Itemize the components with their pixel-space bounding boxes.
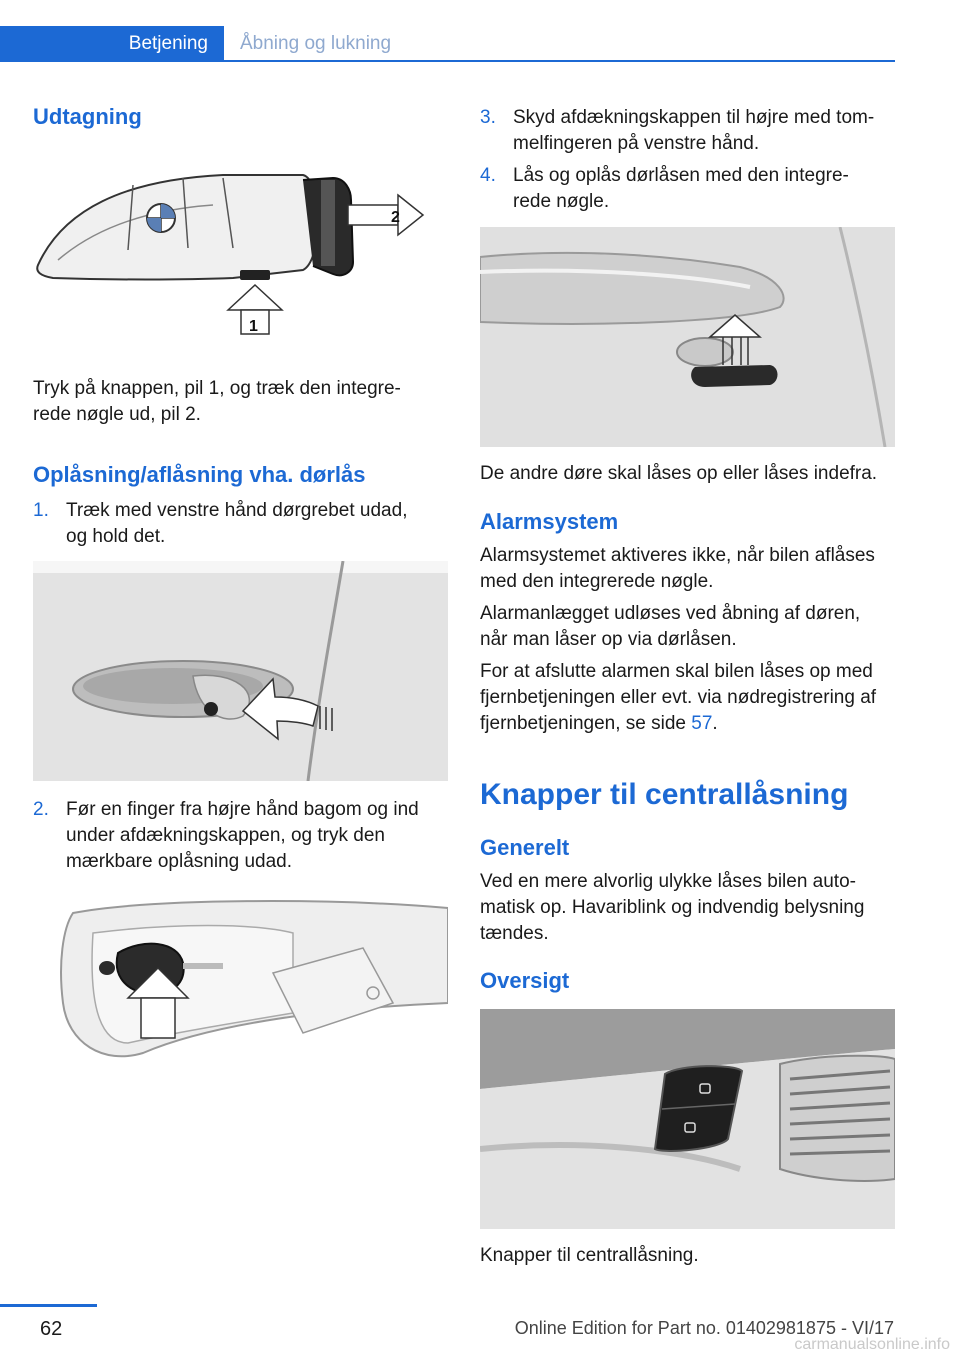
watermark: carmanualsonline.info [794,1336,950,1353]
header-subsection-tab: Åbning og lukning [240,33,392,54]
header-rule [224,60,895,62]
alarm-p1-line1: Alarmsystemet aktiveres ikke, når bilen aflåses [480,545,875,566]
step-3-number: 3. [480,107,496,128]
step-1-number: 1. [33,500,49,521]
figure-door-lock-key [480,227,895,447]
step-2-number: 2. [33,799,49,820]
generelt-line2: matisk op. Havariblink og indvendig belysning [480,897,865,918]
generelt-line3: tændes. [480,923,549,944]
alarm-p2-line2: når man låser op via dørlåsen. [480,629,737,650]
page-number: 62 [40,1318,63,1340]
figure-caption: Knapper til centrallåsning. [480,1245,699,1266]
figure-key-removal [33,150,448,350]
heading-udtagning: Udtagning [33,104,142,129]
step-2-line2: under afdækningskappen, og tryk den [66,825,385,846]
page-57-link[interactable]: 57 [691,713,713,734]
figure-cover-cap [33,893,448,1073]
heading-alarmsystem: Alarmsystem [480,509,619,534]
step-3-line2: melfingeren på venstre hånd. [513,133,760,154]
step-4-line1: Lås og oplås dørlåsen med den integre- [513,165,849,186]
central-locking-illustration [480,1009,895,1229]
generelt-line1: Ved en mere alvorlig ulykke låses bilen auto- [480,871,856,892]
header-section-tab: Betjening [0,26,224,62]
arrow-label-2: 2 [391,209,400,226]
figure-central-locking-buttons [480,1009,895,1229]
heading-oversigt: Oversigt [480,968,570,993]
key-fob-illustration [33,150,448,350]
step-1-line1: Træk med venstre hånd dørgrebet udad, [66,500,408,521]
alarm-p3-line3-text: fjernbetjeningen, se side [480,713,692,734]
step-2-line3: mærkbare oplåsning udad. [66,851,293,872]
arrow-label-1: 1 [249,318,258,335]
para-andre-doere: De andre døre skal låses op eller låses indefra. [480,463,878,484]
alarm-p2-line1: Alarmanlægget udløses ved åbning af døren, [480,603,861,624]
edition-text: Online Edition for Part no. 01402981875 - VI/17 [514,1318,894,1338]
heading-oplasning: Oplåsning/aflåsning vha. dørlås [33,462,366,487]
step-4-number: 4. [480,165,496,186]
alarm-p1-line2: med den integrerede nøgle. [480,571,714,592]
heading-knapper: Knapper til centrallåsning [480,778,849,811]
para-tryk-line1: Tryk på knappen, pil 1, og træk den integre- [33,378,401,399]
door-lock-illustration [480,227,895,447]
heading-generelt: Generelt [480,835,570,860]
figure-door-handle [33,561,448,781]
alarm-p3-line2: fjernbetjeningen eller evt. via nødregistrering af [480,687,877,708]
footer-rule [0,1304,97,1307]
door-handle-illustration [33,561,448,781]
para-tryk-line2: rede nøgle ud, pil 2. [33,404,201,425]
step-3-line1: Skyd afdækningskappen til højre med tom- [513,107,875,128]
cover-cap-illustration [33,893,448,1073]
alarm-p3-line3-end: . [712,713,718,734]
step-4-line2: rede nøgle. [513,191,610,212]
alarm-p3-line3 [480,711,718,737]
alarm-p3-line1: For at afslutte alarmen skal bilen låses op med [480,661,873,682]
step-1-line2: og hold det. [66,526,166,547]
step-2-line1: Før en finger fra højre hånd bagom og ind [66,799,419,820]
